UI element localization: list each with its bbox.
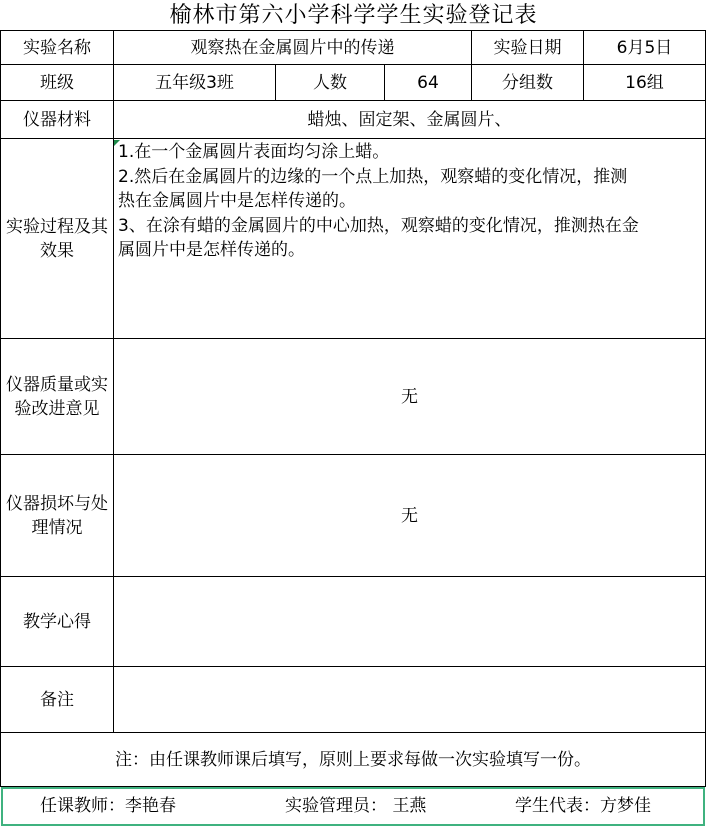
remark-label: 备注 xyxy=(0,667,114,733)
process-line: 2.然后在金属圆片的边缘的一个点上加热，观察蜡的变化情况，推测 xyxy=(118,166,628,187)
experiment-date-label: 实验日期 xyxy=(472,30,584,65)
group-count-value[interactable]: 16组 xyxy=(584,65,706,101)
experiment-name-value[interactable]: 观察热在金属圆片中的传递 xyxy=(114,30,472,65)
process-line: 1.在一个金属圆片表面均匀涂上蜡。 xyxy=(118,142,390,162)
experiment-date-value[interactable]: 6月5日 xyxy=(584,30,706,65)
quality-label: 仪器质量或实验改进意见 xyxy=(0,339,114,455)
process-line: 3、在涂有蜡的金属圆片的中心加热，观察蜡的变化情况，推测热在金 xyxy=(118,215,639,236)
cell-comment-marker xyxy=(114,140,120,146)
form-title: 榆林市第六小学科学学生实验登记表 xyxy=(169,3,538,28)
damage-value[interactable]: 无 xyxy=(114,455,706,577)
reflection-value[interactable] xyxy=(114,577,706,667)
student-count-label: 人数 xyxy=(276,65,385,101)
class-label: 班级 xyxy=(0,65,114,101)
process-line: 热在金属圆片中是怎样传递的。 xyxy=(118,191,356,211)
process-value[interactable] xyxy=(114,139,706,339)
student-count-value[interactable]: 64 xyxy=(385,65,472,101)
signature-row[interactable] xyxy=(1,787,705,826)
materials-value[interactable]: 蜡烛、固定架、金属圆片、 xyxy=(114,101,706,139)
process-line: 属圆片中是怎样传递的。 xyxy=(118,240,305,260)
damage-label: 仪器损坏与处理情况 xyxy=(0,455,114,577)
process-label: 实验过程及其效果 xyxy=(0,139,114,339)
student-representative-signature: 学生代表：方梦佳 xyxy=(515,796,651,816)
remark-value[interactable] xyxy=(114,667,706,733)
reflection-label: 教学心得 xyxy=(0,577,114,667)
quality-value[interactable]: 无 xyxy=(114,339,706,455)
teacher-signature: 任课教师：李艳春 xyxy=(40,796,176,816)
class-value[interactable]: 五年级3班 xyxy=(114,65,276,101)
experiment-record-table xyxy=(0,30,707,787)
materials-label: 仪器材料 xyxy=(0,101,114,139)
manager-signature: 实验管理员： 王燕 xyxy=(285,796,427,816)
group-count-label: 分组数 xyxy=(472,65,584,101)
experiment-name-label: 实验名称 xyxy=(0,30,114,65)
fill-instruction-note: 注：由任课教师课后填写，原则上要求每做一次实验填写一份。 xyxy=(0,733,706,787)
